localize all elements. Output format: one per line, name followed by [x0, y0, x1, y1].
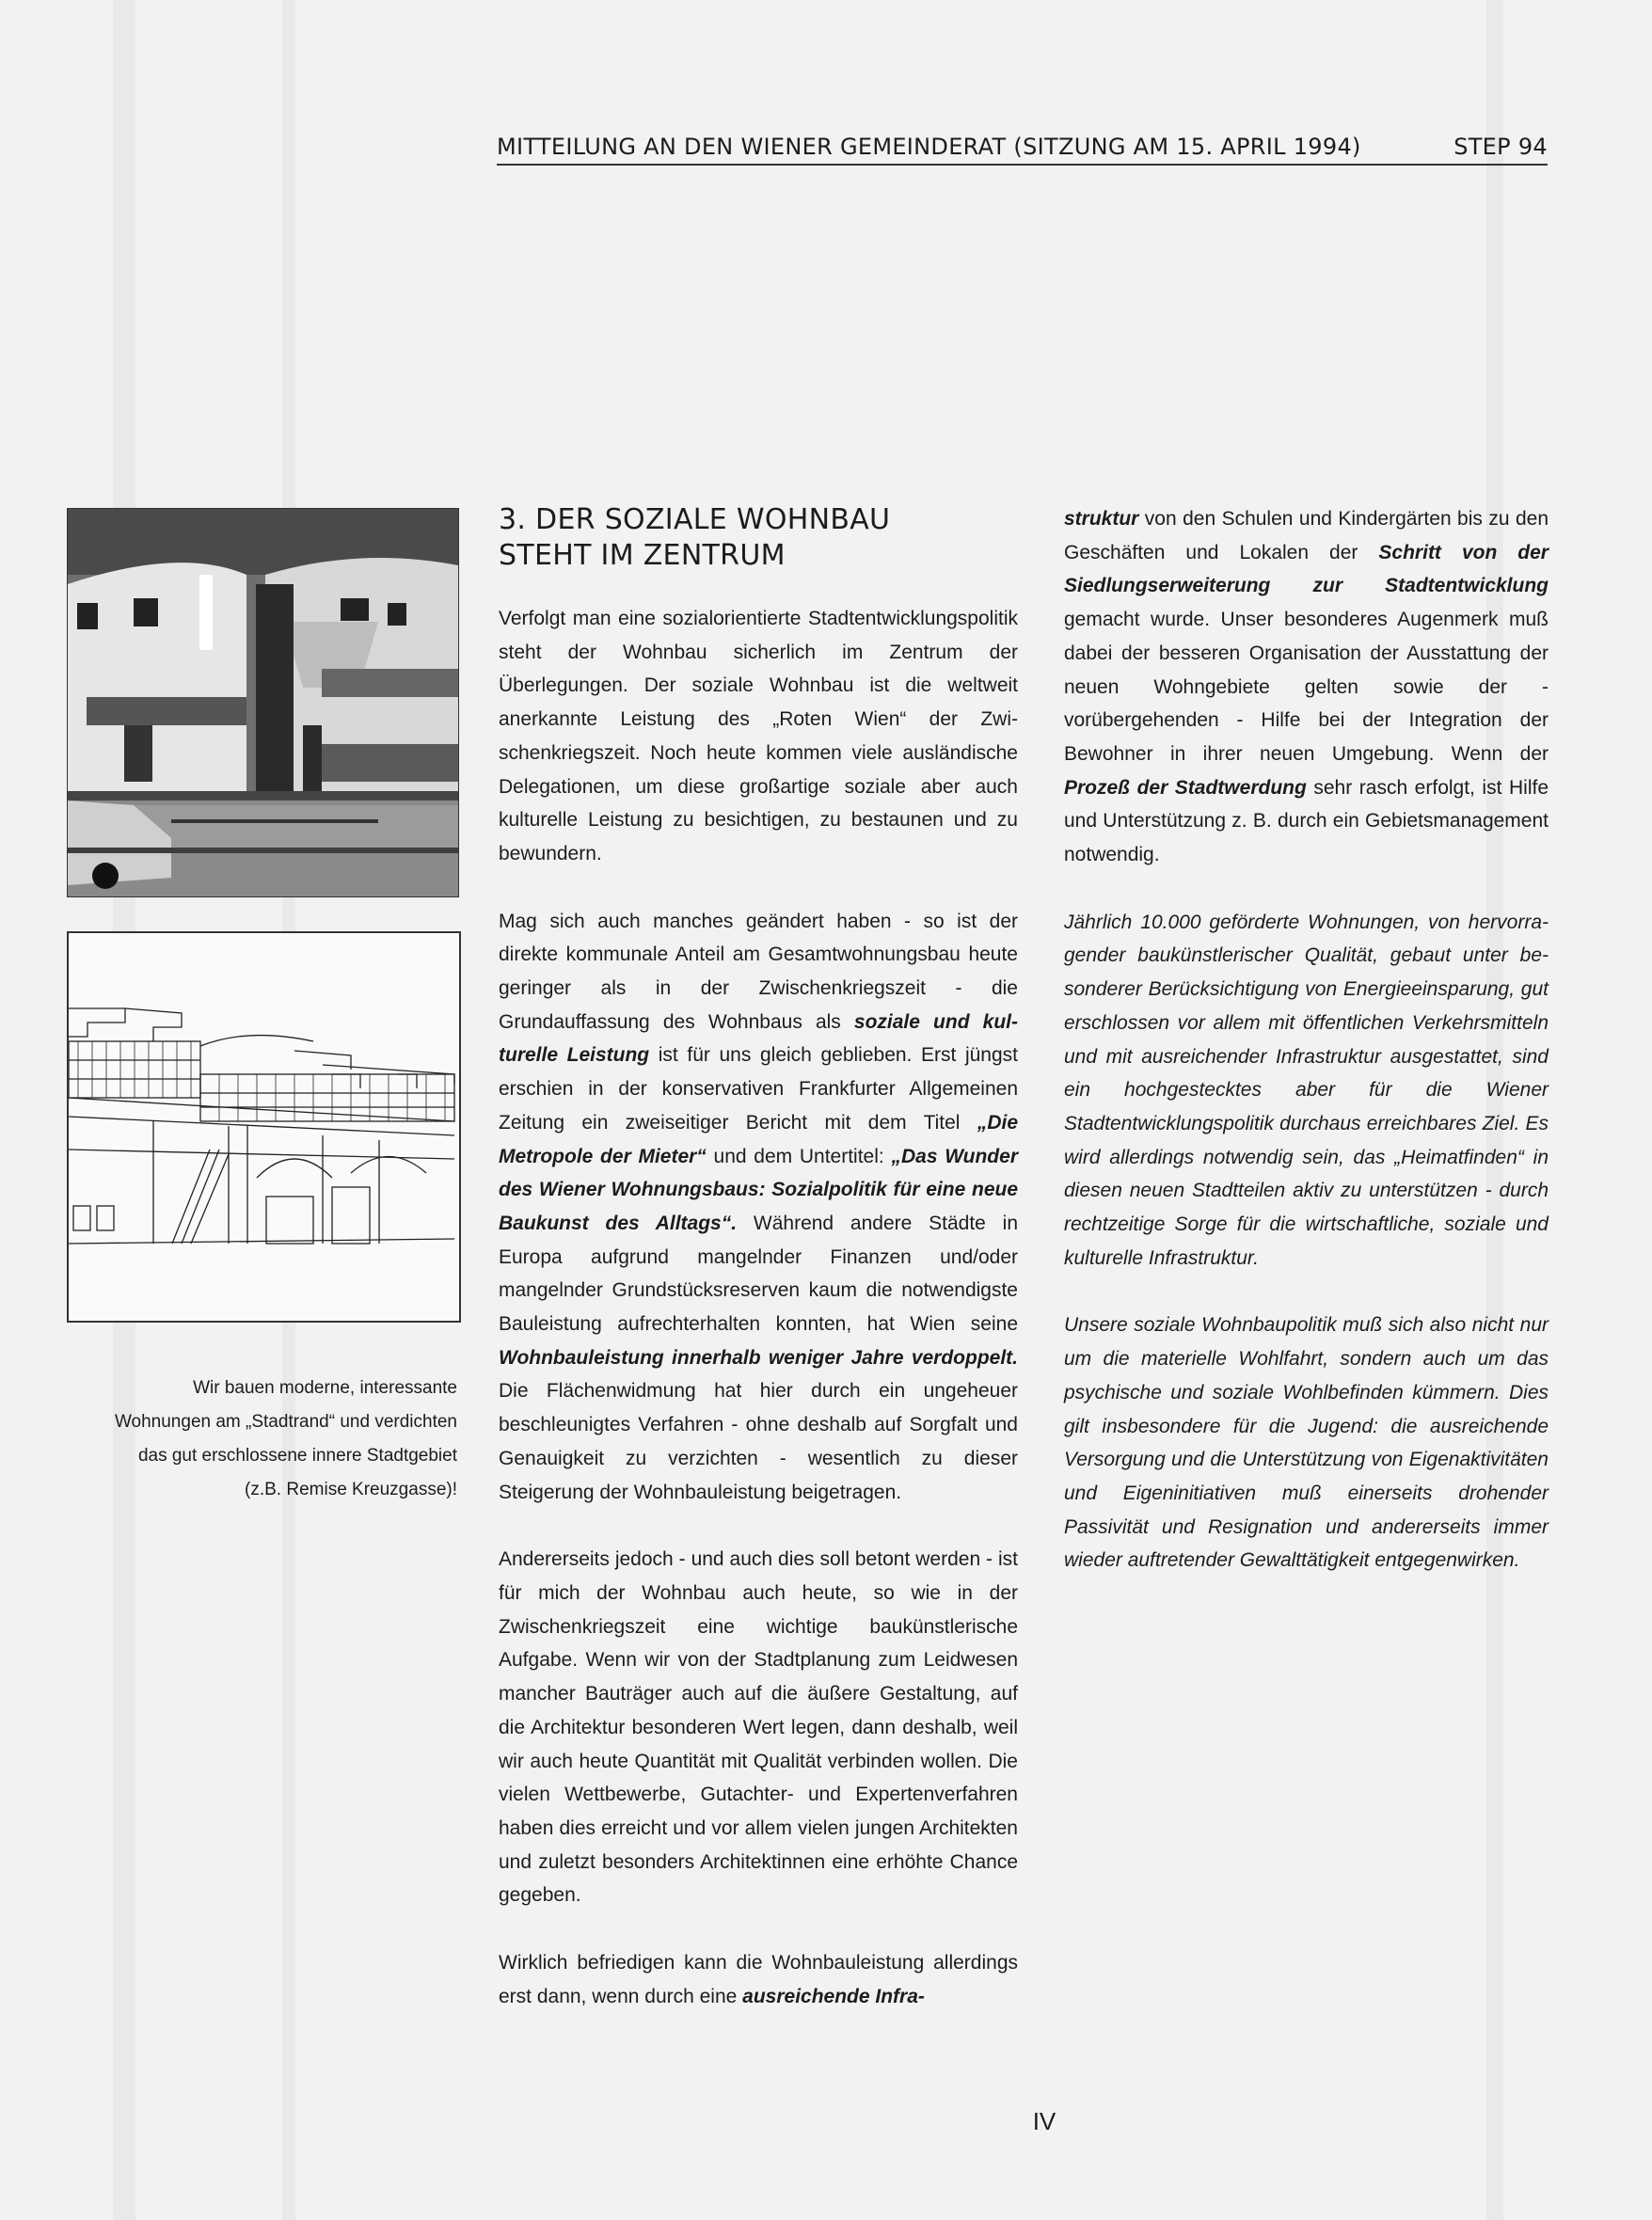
paragraph: Verfolgt man eine sozialorientierte Stadtentwicklungspolitik steht der Wohnbau sicherlich im Zentrum der Überlegungen. Der soziale Wohnbau ist die weltweit anerkannte Leistung des „Roten Wien“ der Zwischenkriegszeit. Noch heute kommen viele ausländische Delegationen, um diese großartige soziale aber auch kulturelle Leistung zu besichtigen, zu bestaunen und zu bewundern.: [499, 608, 1018, 864]
paragraph: [1064, 502, 1549, 872]
text-column-right: [1064, 502, 1549, 1611]
emphasis: struktur: [1064, 508, 1139, 530]
emphasis: Schritt von der Siedlungserweiterung zur Stadtentwicklung: [1064, 541, 1549, 597]
text-run: von den Schulen und Kindergärten bis zu den Geschäften und Lokalen der: [1064, 508, 1549, 563]
section-heading: [499, 502, 1025, 574]
text-run: ist für uns gleich geblieben. Erst jüngst erschien in der konservativen Frankfurter Allgemeinen Zeitung ein zweiseitiger Bericht mit dem Titel: [499, 1044, 1018, 1134]
text-run: gemacht wurde. Unser besonderes Augenmerk muß dabei der besseren Organisation der Ausstattung der neuen Wohngebiete gelten sowie der - vorübergehenden - Hilfe bei der Integration der Bewohner in ihrer neuen Umgebung. Wenn der: [1064, 609, 1549, 765]
header-series: STEP 94: [1453, 134, 1548, 160]
remise-drawing: [67, 931, 461, 1323]
remise-drawing-image: [69, 933, 459, 1321]
caption-line: Wohnungen am „Stadtrand“ und verdichten: [114, 1412, 457, 1432]
housing-photo-image: [68, 509, 458, 896]
housing-photo: [67, 508, 459, 897]
text-run: und dem Untertitel:: [706, 1145, 892, 1167]
section-heading-line: STEHT IM ZENTRUM: [499, 539, 786, 572]
emphasis: soziale und kulturelle Leistung: [499, 1010, 1018, 1067]
text-run: Während andere Städte in Europa aufgrund mangelnder Finanzen und/oder mangelnder Grundstücksreserven kaum die notwendigste Bauleistung aufrechterhalten konnten, hat Wien seine: [499, 1212, 1019, 1336]
paragraph: [499, 1946, 1018, 2013]
text-run: sehr rasch erfolgt, ist Hilfe und Unterstützung z. B. durch ein Gebietsmanagement notwendig.: [1064, 776, 1549, 866]
text-run: Mag sich auch manches geändert haben - so ist der direkte kommunale Anteil am Gesamtwohnungsbau heute geringer als in der Zwischenkriegszeit - die Grundauffassung des Wohnbaus als: [499, 910, 1018, 1033]
paragraph-italic: Unsere soziale Wohnbaupolitik muß sich also nicht nur um die materielle Wohlfahrt, sondern auch um das psychische und soziale Wohlbefinden kümmern. Dies gilt insbesondere für die Jugend: die ausreichende Versorgung und die Unterstützung von Eigenaktivitäten und Eigeninitiativen muß einerseits drohender Passivität und Resignation und andererseits immer wieder auftretender Gewalttätigkeit entgegenwirken.: [1064, 1314, 1549, 1572]
emphasis: Prozeß der Stadtwerdung: [1064, 776, 1307, 799]
paragraph: [499, 905, 1018, 1510]
caption-line: Wir bauen moderne, interessante: [193, 1378, 457, 1398]
text-run: Wirklich befriedigen kann die Wohnbauleistung allerdings erst dann, wenn durch eine: [499, 1952, 1018, 2007]
page-number: IV: [1032, 2107, 1056, 2135]
text-column-middle: [499, 602, 1018, 2047]
emphasis: „Die Metropole der Mieter“: [499, 1111, 1018, 1167]
text-run: Die Flächenwidmung hat hier durch ein ungeheuer beschleunigtes Verfahren - ohne deshalb auf Sorgfalt und Genauigkeit zu verzichten - wesentlich zu dieser Steigerung der Wohnbauleistung beigetragen.: [499, 1380, 1018, 1503]
emphasis: ausreichende Infra-: [742, 1985, 925, 2007]
section-heading-line: 3. DER SOZIALE WOHNBAU: [499, 503, 891, 536]
caption-line: das gut erschlossene innere Stadtgebiet: [137, 1446, 457, 1466]
caption-line: (z.B. Remise Kreuzgasse)!: [245, 1480, 457, 1499]
paragraph-italic: Jährlich 10.000 geförderte Wohnungen, von hervorragender baukünstlerischer Qualität, gebaut unter besonderer Berücksichtigung von Energieeinsparung, gut erschlossen vor allem mit öffentlichen Verkehrsmitteln und mit ausreichender Infrastruktur ausgestattet, sind ein hochgestecktes aber für die Wiener Stadtentwicklungspolitik durchaus erreichbares Ziel. Es wird allerdings notwendig sein, das „Heimatfinden“ in diesen neuen Stadtteilen aktiv zu unterstützen - durch rechtzeitige Sorge für die wirtschaftliche, soziale und kulturelle Infrastruktur.: [1064, 911, 1549, 1269]
emphasis: Wohnbauleistung innerhalb weniger Jahre verdoppelt.: [499, 1346, 1018, 1369]
running-header: [497, 130, 1548, 166]
image-caption: [56, 1372, 457, 1507]
header-title: MITTEILUNG AN DEN WIENER GEMEINDERAT (SITZUNG AM 15. APRIL 1994): [497, 134, 1361, 160]
paragraph: Andererseits jedoch - und auch dies soll betont werden - ist für mich der Wohnbau auch heute, so wie in der Zwischenkriegszeit eine wichtige baukünstlerische Aufgabe. Wenn wir von der Stadtplanung zum Leidwesen mancher Bauträger auch auf die äußere Gestaltung, auf die Architektur besonderen Wert legen, dann deshalb, weil wir auch heute Quantität mit Qualität verbinden wollen. Die vielen Wettbewerbe, Gutachter- und Expertenverfahren haben dies erreicht und vor allem vielen jungen Architekten und zuletzt besonders Architektinnen eine erhöhte Chance gegeben.: [499, 1548, 1018, 1907]
emphasis: „Das Wunder des Wiener Wohnungsbaus: Sozialpolitik für eine neue Baukunst des Alltags“.: [499, 1145, 1018, 1234]
